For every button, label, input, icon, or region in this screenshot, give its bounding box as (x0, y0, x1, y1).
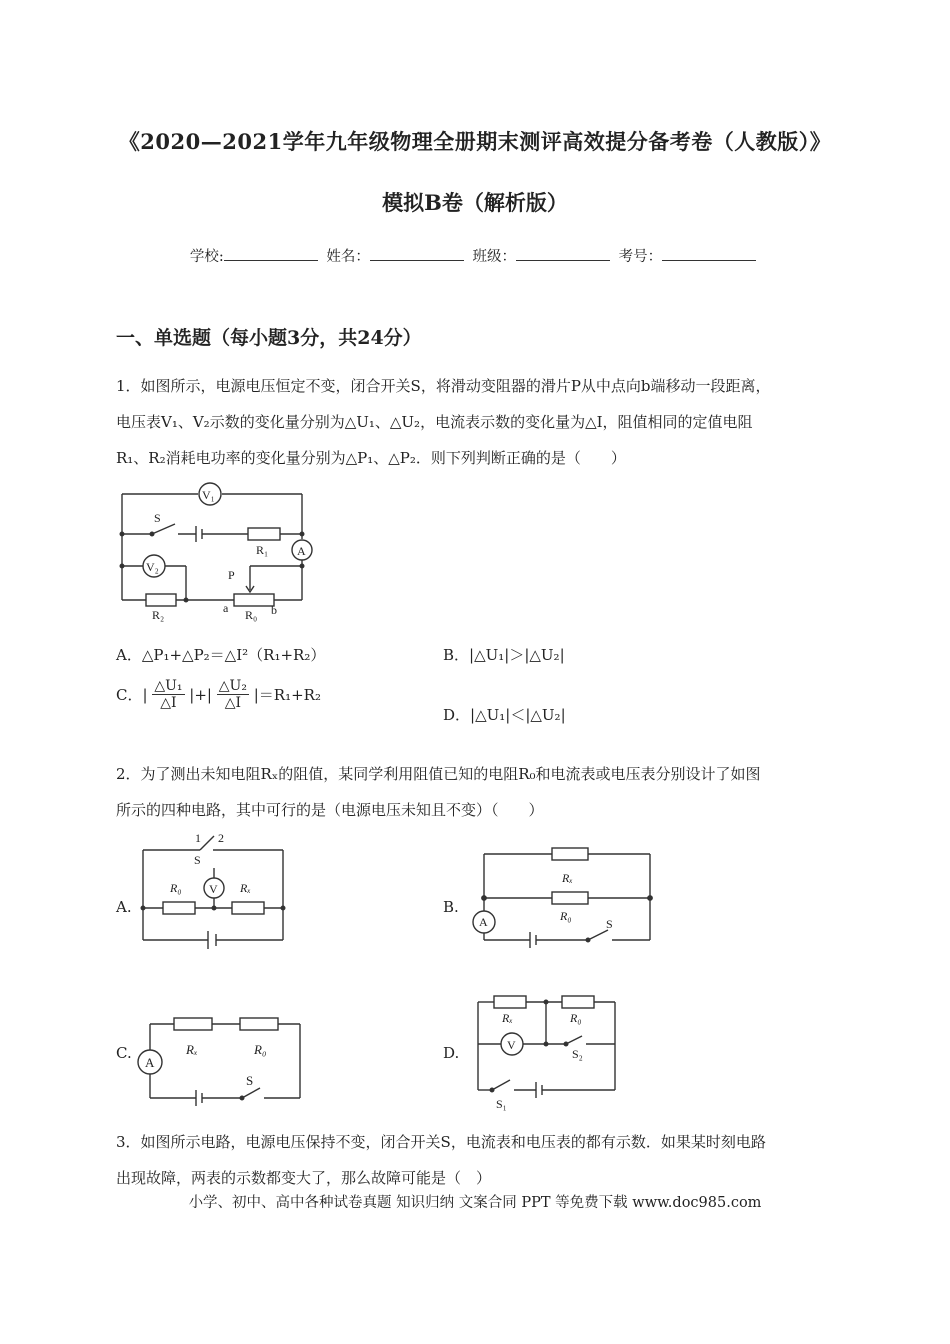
s-label: S (606, 917, 613, 931)
option-c-prefix: C．| (116, 686, 148, 704)
fraction-2 (217, 678, 249, 711)
rheostat-r0 (234, 594, 274, 606)
question-3-text (116, 1124, 846, 1196)
q2-option-a-label[interactable]: A. (116, 898, 132, 916)
question-line: 所示的四种电路，其中可行的是（电源电压未知且不变）（ ） (116, 801, 544, 819)
b-end-label: b (271, 603, 277, 617)
q2-option-d-label[interactable]: D. (443, 1044, 460, 1062)
exam-number-label: 考号： (618, 249, 663, 265)
school-label: 学校: (189, 249, 224, 265)
question-2-text (116, 756, 846, 828)
q1-option-b[interactable]: B．|△U₁|＞|△U₂| (443, 646, 565, 664)
question-line: 3．如图所示电路，电源电压保持不变，闭合开关S，电流表和电压表的都有示数．如果某时刻电路 (116, 1133, 766, 1151)
s2-label: S₂ (572, 1047, 583, 1061)
name-blank[interactable] (370, 246, 464, 261)
option-c-mid: |+| (189, 685, 212, 704)
resistor-right (240, 1018, 278, 1030)
q2-circuit-b (470, 844, 660, 954)
r0-label: R₀ (560, 909, 572, 923)
class-blank[interactable] (516, 246, 610, 261)
document-title: 《2020—2021学年九年级物理全册期末测评高效提分备考卷（人教版）》 (118, 129, 832, 154)
s-label: S (194, 853, 201, 867)
document-subtitle: 模拟B卷（解析版） (382, 190, 568, 215)
student-info-line (0, 245, 950, 266)
r0-label: R₀ (254, 1042, 267, 1057)
q2-circuit-c (134, 1012, 309, 1107)
denominator: △I (224, 695, 241, 711)
r2-label: R₂ (152, 608, 165, 622)
q2-option-b-label[interactable]: B. (443, 898, 459, 916)
rx-label: Rₓ (502, 1011, 513, 1025)
option-c-suffix: |＝R₁+R₂ (253, 686, 321, 704)
a-label: A (479, 915, 488, 929)
a-label: A (297, 544, 306, 558)
v1-label: V₁ (202, 488, 215, 502)
q2-circuit-a (138, 828, 298, 958)
question-line: 2．为了测出未知电阻Rₓ的阻值，某同学利用阻值已知的电阻R₀和电流表或电压表分别设计了如图 (116, 765, 761, 783)
exam-number-blank[interactable] (662, 246, 756, 261)
rx-label: Rₓ (186, 1042, 198, 1057)
question-1-text (116, 368, 846, 476)
rx-label: Rₓ (240, 881, 251, 895)
resistor-top (552, 848, 588, 860)
q1-circuit-diagram (110, 482, 330, 622)
resistor-r0 (163, 902, 195, 914)
pos-1: 1 (195, 831, 201, 845)
question-line: 出现故障，两表的示数都变大了，那么故障可能是（ ） (116, 1169, 492, 1187)
q1-option-c[interactable] (116, 678, 321, 711)
q2-option-c-label[interactable]: C. (116, 1044, 132, 1062)
resistor-left (174, 1018, 212, 1030)
a-label: A (145, 1055, 155, 1070)
q2-circuit-d (470, 992, 630, 1112)
class-label: 班级： (472, 249, 516, 265)
question-line: 电压表V₁、V₂示数的变化量分别为△U₁、△U₂，电流表示数的变化量为△I，阻值相同的定值电阻 (116, 413, 753, 431)
r0-label: R₀ (570, 1011, 582, 1025)
r1-label: R₁ (256, 543, 269, 557)
s-label: S (246, 1073, 254, 1088)
question-line: 1．如图所示，电源电压恒定不变，闭合开关S，将滑动变阻器的滑片P从中点向b端移动一段距离， (116, 377, 771, 395)
s1-label: S₁ (496, 1097, 507, 1111)
v-label: V (209, 882, 218, 896)
resistor-r1 (248, 528, 280, 540)
p-label: P (228, 568, 235, 582)
a-end-label: a (223, 601, 229, 615)
denominator: △I (160, 695, 177, 711)
q1-option-a[interactable]: A．△P₁+△P₂＝△I²（R₁+R₂） (116, 646, 326, 664)
pos-2: 2 (218, 831, 224, 845)
question-line: R₁、R₂消耗电功率的变化量分别为△P₁、△P₂．则下列判断正确的是（ ） (116, 449, 626, 467)
v-label: V (507, 1038, 516, 1052)
s-label: S (154, 511, 161, 525)
numerator: △U₂ (218, 678, 247, 694)
resistor-rx (552, 892, 588, 904)
rx-label: Rₓ (562, 871, 573, 885)
resistor-r2 (146, 594, 176, 606)
numerator: △U₁ (154, 678, 183, 694)
fraction-1 (152, 678, 184, 711)
resistor-r0 (562, 996, 594, 1008)
school-blank[interactable] (224, 246, 318, 261)
resistor-rx (494, 996, 526, 1008)
resistor-rx (232, 902, 264, 914)
section-heading: 一、单选题（每小题3分，共24分） (116, 327, 422, 349)
r0-label: R₀ (245, 608, 258, 622)
v2-label: V₂ (146, 560, 159, 574)
q1-option-d[interactable]: D．|△U₁|＜|△U₂| (443, 706, 566, 724)
r0-label: R₀ (170, 881, 182, 895)
page-footer: 小学、初中、高中各种试卷真题 知识归纳 文案合同 PPT 等免费下载 www.doc985.com (188, 1195, 762, 1211)
name-label: 姓名： (326, 249, 370, 265)
